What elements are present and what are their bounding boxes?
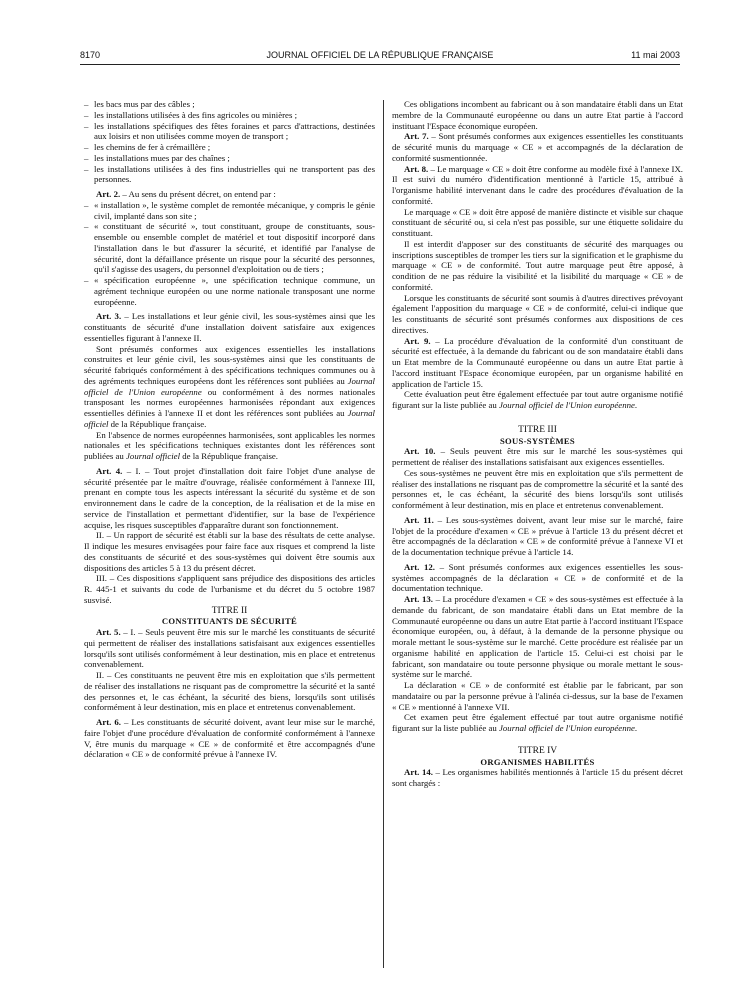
section-subtitle: CONSTITUANTS DE SÉCURITÉ (161, 616, 298, 627)
paragraph: La déclaration « CE » de conformité est établie par le fabricant, par son mandataire ou par la personne prévue à l'alinéa ci-dessus, sur la base de l'examen « CE » mentionné à l'annexe VII. (392, 680, 683, 712)
article-2: Art. 2. – Au sens du présent décret, on entend par : (96, 189, 276, 199)
column-divider (383, 100, 384, 968)
paragraph: Le marquage « CE » doit être apposé de manière distincte et visible sur chaque constituant de sécurité ou, si cela n'est pas possible, sur une étiquette solidaire du constituant. (392, 206, 683, 238)
page-header (80, 50, 680, 64)
paragraph: Il est interdit d'apposer sur des constituants de sécurité des marquages ou inscriptions susceptibles de tromper les tiers sur la signification et le graphisme du marquage « CE » de conformité. Tout autre marquage peut être apposé, à condition de ne pas réduire la visibilité et la lisibilité du marquage « CE » de conformité. (392, 238, 683, 292)
article-label: Art. 4. (96, 465, 123, 476)
article-label: Art. 3. (96, 311, 122, 322)
paragraph: III. – Ces dispositions s'appliquent sans préjudice des dispositions des articles R. 445-1 et suivants du code de l'urbanisme et du décret du 5 octobre 1987 susvisé. (84, 573, 375, 605)
left-column (84, 99, 375, 760)
section-title: TITRE III (518, 424, 557, 435)
article-9: Art. 9. – La procédure d'évaluation de la conformité d'un constituant de sécurité est effectuée, à la demande du fabricant ou de son mandataire établi dans un Etat membre de la Communauté européenne ou dans un autre Etat partie à l'accord instituant l'Espace économique européen, par un organisme habilité en application de l'article 15. (392, 335, 684, 389)
section-subtitle: SOUS-SYSTÈMES (499, 435, 576, 446)
article-label: Art. 2. (96, 189, 121, 199)
article-5: Art. 5. – I. – Seuls peuvent être mis sur le marché les constituants de sécurité qui permettent de réaliser des installations satisfaisant aux exigences essentielles lorsqu'ils sont utilisés conformément à leur destination, mis en place et entretenus convenablement. (84, 627, 375, 670)
article-8: Art. 8. – Le marquage « CE » doit être conforme au modèle fixé à l'annexe IX. Il est suivi du numéro d'identification mentionné à l'article 15, attribué à l'organisme habilité intervenant dans le cadre des procédures d'évaluation de la conformité. (392, 163, 684, 206)
article-14: Art. 14. – Les organismes habilités mentionnés à l'article 15 du présent décret sont chargés : (392, 767, 683, 788)
article-11: Art. 11. – Les sous-systèmes doivent, avant leur mise sur le marché, faire l'objet de la procédure d'examen « CE » prévue à l'article 13 du présent décret et être accompagnés de la déclaration « CE » de conformité prévue à l'annexe VI et de la documentation technique prévue à l'article 14. (392, 514, 683, 557)
list-item: – les installations utilisées à des fins industrielles qui ne transportent pas des personnes. (84, 164, 375, 186)
publication-date: 11 mai 2003 (631, 50, 680, 60)
paragraph: Ces obligations incombent au fabricant ou à son mandataire établi dans un Etat membre de la Communauté européenne ou dans un autre Etat partie à l'accord instituant l'Espace économique européen. (392, 99, 683, 131)
paragraph: Ces sous-systèmes ne peuvent être mis en exploitation que s'ils permettent de réaliser des installations ne risquant pas de compromettre la sécurité et la santé des personnes et, le cas échéant, la sécurité des biens lorsqu'ils sont utilisés conformément à leur destination, mis en place et entretenus convenablement. (392, 467, 683, 510)
page-number: 8170 (80, 50, 101, 60)
list-item: – les installations mues par des chaînes ; (84, 153, 375, 164)
article-label: Art. 13. (404, 594, 433, 604)
section-title: TITRE II (211, 605, 248, 616)
article-label: Art. 8. (404, 163, 429, 174)
article-6: Art. 6. – Les constituants de sécurité doivent, avant leur mise sur le marché, faire l'objet d'une procédure d'évaluation de conformité conformément à l'annexe V, être munis du marquage « CE » de conformité et être accompagnés d'une déclaration « CE » de conformité prévue à l'annexe IV. (84, 717, 376, 760)
article-10: Art. 10. – Seuls peuvent être mis sur le marché les sous-systèmes qui permettent de réaliser des installations satisfaisant aux exigences essentielles. (392, 446, 683, 467)
article-label: Art. 11. (404, 514, 434, 525)
section-title: TITRE IV (517, 745, 558, 756)
section-subtitle: ORGANISMES HABILITÉS (480, 756, 595, 767)
list-item: – les chemins de fer à crémaillère ; (84, 142, 375, 153)
paragraph: II. – Un rapport de sécurité est établi sur la base des résultats de cette analyse. Il indique les mesures envisagées pour faire face aux risques et comprend la liste des constituants de sécurité et des sous-systèmes qui doivent être soumis aux dispositions des articles 5 à 13 du présent décret. (84, 530, 375, 573)
article-4: Art. 4. – I. – Tout projet d'installation doit faire l'objet d'une analyse de sécurité présentée par le maître d'ouvrage, réalisée conformément à l'annexe III, prenant en compte tous les aspects intéressant la sécurité du système et de son environnement dans le cadre de la conception, de la réalisation et de la mise en service de l'installation et permettant d'identifier, sur la base de l'expérience acquise, les risques susceptibles d'apparaître durant son fonctionnement. (84, 465, 375, 530)
paragraph: Lorsque les constituants de sécurité sont soumis à d'autres directives prévoyant également l'apposition du marquage « CE » de conformité, celui-ci indique que les constituants de sécurité sont présumés conformes aux dispositions de ces directives. (392, 292, 683, 335)
article-3: Art. 3. – Les installations et leur génie civil, les sous-systèmes ainsi que les constituants de sécurité d'une installation doivent satisfaire aux exigences essentielles figurant à l'annexe II. (84, 311, 375, 343)
list-item: – les installations spécifiques des fêtes foraines et parcs d'attractions, destinées aux loisirs et non utilisées comme moyen de transport ; (84, 121, 375, 143)
article-label: Art. 12. (404, 561, 435, 572)
definition-item: – « spécification européenne », une spécification technique commune, un agrément technique européen ou une norme nationale transposant une norme européenne. (84, 275, 375, 307)
article-label: Art. 14. (404, 767, 433, 778)
definition-item: – « installation », le système complet de remontée mécanique, y compris le génie civil, implanté dans son site ; (84, 200, 375, 222)
paragraph: II. – Ces constituants ne peuvent être mis en exploitation que s'ils permettent de réaliser des installations ne risquant pas de compromettre la sécurité et la santé des personnes et, le cas échéant, la sécurité des biens, lorsqu'ils sont utilisés conformément à leur destination, mis en place et entretenus convenablement. (84, 670, 375, 713)
article-label: Art. 5. (96, 627, 121, 637)
article-label: Art. 10. (404, 446, 436, 457)
article-label: Art. 9. (404, 335, 431, 346)
journal-title: JOURNAL OFFICIEL DE LA RÉPUBLIQUE FRANÇAISE (266, 50, 494, 60)
definition-item: – « constituant de sécurité », tout constituant, groupe de constituants, sous-ensemble ou ensemble complet de matériel et tout dispositif incorporé dans l'installation dans le but d'assurer la sécurité, et identifié par l'analyse de sécurité, dont la défaillance présente un risque pour la sécurité des personnes, qu'il s'agisse des usagers, du personnel d'exploitation ou de tiers ; (84, 221, 375, 275)
article-12: Art. 12. – Sont présumés conformes aux exigences essentielles les sous-systèmes accompagnés de la déclaration « CE » de conformité et de la documentation technique. (392, 561, 683, 594)
list-item: – les installations utilisées à des fins agricoles ou minières ; (84, 110, 375, 121)
article-label: Art. 7. (404, 131, 429, 142)
article-label: Art. 6. (96, 717, 121, 727)
paragraph: En l'absence de normes européennes harmonisées, sont applicables les normes nationales et les spécifications techniques existantes dont les références sont publiées au Journal officiel de la République française. (84, 429, 375, 461)
article-13: Art. 13. – La procédure d'examen « CE » des sous-systèmes est effectuée à la demande du fabricant, de son mandataire établi dans un Etat membre de la Communauté européenne ou dans un autre Etat partie à l'accord instituant l'Espace économique européen, ou, à défaut, à la demande de la personne physique ou morale mettant le sous-système sur le marché. Cette procédure est réalisée par un organisme habilité en application de l'article 15. Celui-ci est choisi par le fabricant, son mandataire ou toute personne physique ou morale mettant le sous-système sur le marché. (392, 594, 683, 680)
header-rule (80, 64, 680, 65)
right-column (392, 99, 683, 789)
list-item: – les bacs mus par des câbles ; (84, 99, 375, 110)
paragraph: Cette évaluation peut être également effectuée par tout autre organisme notifié figurant sur la liste publiée au Journal officiel de l'Union européenne. (392, 389, 683, 410)
paragraph: Cet examen peut être également effectué par tout autre organisme notifié figurant sur la liste publiée au Journal officiel de l'Union européenne. (392, 712, 683, 733)
article-7: Art. 7. – Sont présumés conformes aux exigences essentielles les constituants de sécurité munis du marquage « CE » et accompagnés de la déclaration de conformité susmentionnée. (392, 131, 684, 163)
paragraph: Sont présumés conformes aux exigences essentielles les installations construites et leur génie civil, les sous-systèmes ainsi que les constituants de sécurité fabriqués conformément à des spécifications techniques communes ou à des agréments techniques européens dont les références sont publiées au Journal officiel de l'Union européenne ou conformément à des normes nationales transposant les normes européennes harmonisées répondant aux exigences essentielles définies à l'annexe II et dont les références sont publiées au Journal officiel de la République française. (84, 343, 375, 429)
